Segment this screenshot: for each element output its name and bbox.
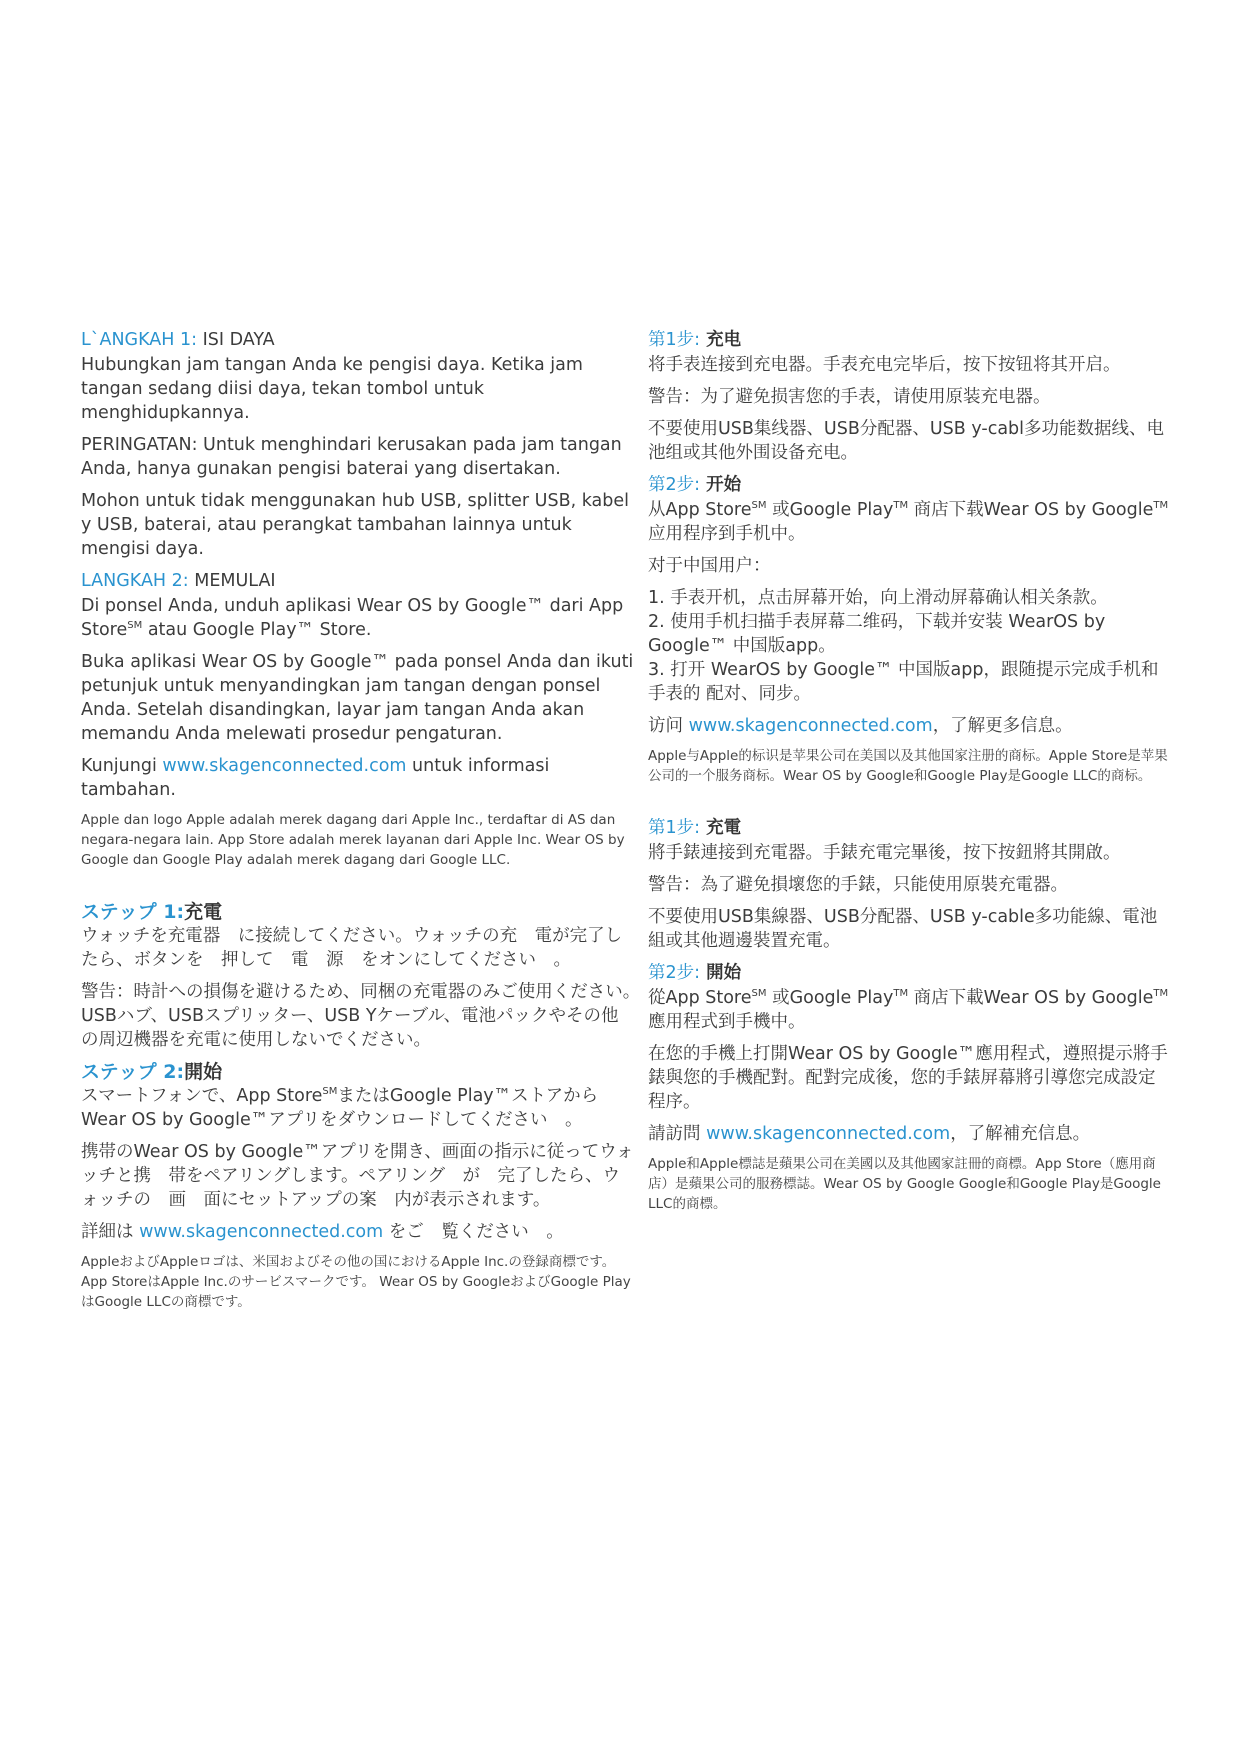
tc-step1-title: 充電	[700, 818, 742, 838]
sc-step2-title: 开始	[700, 475, 742, 495]
sc-list-3: 3. 打开 WearOS by Google™ 中国版app，跟随提示完成手机和手表的 配对、同步。	[648, 660, 1159, 704]
id-visit-a: Kunjungi	[81, 756, 163, 776]
id-legal: Apple dan logo Apple adalah merek dagang dari Apple Inc., terdaftar di AS dan negara-negara lain. App Store adalah merek layanan dari Apple Inc. Wear OS by Google dan Google Play adalah merek dagang dari Google LLC.	[81, 812, 625, 868]
jp-step2-body-sup: SM	[322, 1086, 338, 1098]
id-visit-b: untuk informasi tambahan.	[81, 756, 550, 800]
tc-visit	[648, 1122, 1170, 1146]
jp-step2-heading	[81, 1060, 636, 1084]
sc-step2-body-b: 或Google Play	[766, 500, 894, 520]
sc-note: 不要使用USB集线器、USB分配器、USB y-cabl多功能数据线、电池组或其他外围设备充电。	[648, 419, 1165, 463]
sc-step1-heading	[648, 328, 1170, 352]
sc-step2-body-d: 应用程序到手机中。	[648, 524, 806, 544]
id-note: Mohon untuk tidak menggunakan hub USB, splitter USB, kabel y USB, baterai, atau perangkat tambahan lainnya untuk mengisi daya.	[81, 491, 630, 559]
japanese-section	[81, 900, 655, 1312]
sc-step2-body-a: 从App Store	[648, 500, 752, 520]
jp-website-link[interactable]: www.skagenconnected.com	[139, 1222, 384, 1242]
tc-step1-label: 第1步:	[648, 818, 701, 838]
jp-step1-heading	[81, 900, 636, 924]
id-step1-body: Hubungkan jam tangan Anda ke pengisi daya. Ketika jam tangan sedang diisi daya, tekan tombol untuk menghidupkannya.	[81, 355, 583, 423]
tc-note: 不要使用USB集線器、USB分配器、USB y-cable多功能線、電池組或其他週邊裝置充電。	[648, 907, 1158, 951]
sc-list-1: 1. 手表开机，点击屏幕开始，向上滑动屏幕确认相关条款。	[648, 588, 1108, 608]
tc-step2-body-b: 或Google Play	[766, 988, 894, 1008]
id-step1-label: L`ANGKAH 1:	[81, 330, 198, 350]
sc-china-users: 对于中国用户：	[648, 556, 771, 576]
tc-step2-body-a: 從App Store	[648, 988, 752, 1008]
id-step2-title: MEMULAI	[188, 571, 276, 591]
tc-step2-body-sup1: SM	[751, 988, 767, 1000]
sc-step2-body-sup2: TM	[893, 500, 909, 512]
tc-step2-body-d: 應用程式到手機中。	[648, 1012, 806, 1032]
id-step1-title: ISI DAYA	[197, 330, 275, 350]
sc-list-2: 2. 使用手机扫描手表屏幕二维码，下载并安装 WearOS by Google™ 中国版app。	[648, 612, 1106, 656]
sc-step1-label: 第1步:	[648, 330, 701, 350]
id-warning: PERINGATAN: Untuk menghindari kerusakan pada jam tangan Anda, hanya gunakan pengisi baterai yang disertakan.	[81, 435, 622, 479]
tc-step2-body-sup3: TM	[1153, 988, 1169, 1000]
indonesian-section	[81, 328, 636, 870]
id-step2-body-b: atau Google Play™ Store.	[142, 620, 372, 640]
id-step2-heading	[81, 569, 636, 593]
sc-step2-heading	[648, 473, 1170, 497]
jp-step1-body: ウォッチを充電器 に接続してください。ウォッチの充 電が完了したら、ボタンを 押して 電 源 をオンにしてください 。	[81, 926, 623, 970]
id-step2-body	[81, 594, 636, 642]
tc-step2-heading	[648, 961, 1170, 985]
tc-visit-b: ，了解補充信息。	[950, 1124, 1091, 1144]
jp-visit-b: をご 覧ください 。	[383, 1222, 564, 1242]
jp-step2-body-a: スマートフォンで、App Store	[81, 1086, 323, 1106]
jp-legal: AppleおよびAppleロゴは、米国およびその他の国におけるApple Inc.の登録商標です。App StoreはApple Inc.のサービスマークです。 Wear OS by GoogleおよびGoogle PlayはGoogle LLCの商標です。	[81, 1254, 631, 1310]
tc-step2-label: 第2步:	[648, 963, 701, 983]
sc-step1-body: 将手表连接到充电器。手表充电完毕后，按下按钮将其开启。	[648, 355, 1121, 375]
jp-step2-label: ステップ 2:	[81, 1061, 185, 1083]
right-column	[648, 328, 1170, 1222]
tc-legal: Apple和Apple標誌是蘋果公司在美國以及其他國家註冊的商標。App Store（應用商店）是蘋果公司的服務標誌。Wear OS by Google Google和Google Play是Google LLC的商標。	[648, 1156, 1161, 1212]
id-step2-body-sup: SM	[127, 620, 143, 632]
id-step2-label: LANGKAH 2:	[81, 571, 189, 591]
id-website-link[interactable]: www.skagenconnected.com	[162, 756, 407, 776]
left-column	[81, 328, 655, 1320]
sc-visit	[648, 714, 1170, 738]
sc-step2-label: 第2步:	[648, 475, 701, 495]
sc-step2-body-c: 商店下载Wear OS by Google	[908, 500, 1154, 520]
sc-visit-b: ，了解更多信息。	[932, 716, 1073, 736]
tc-visit-a: 請訪問	[648, 1124, 707, 1144]
id-visit	[81, 754, 636, 802]
sc-step1-title: 充电	[700, 330, 742, 350]
jp-visit	[81, 1220, 636, 1244]
sc-step2-body	[648, 498, 1170, 546]
sc-step2-body-sup1: SM	[751, 500, 767, 512]
jp-step1-title: 充電	[184, 901, 223, 923]
traditional-chinese-section	[648, 816, 1170, 1214]
jp-step2-body	[81, 1084, 636, 1132]
tc-website-link[interactable]: www.skagenconnected.com	[706, 1124, 951, 1144]
jp-step2-title: 開始	[184, 1061, 223, 1083]
tc-step2-title: 開始	[700, 963, 742, 983]
tc-step2-body-sup2: TM	[893, 988, 909, 1000]
sc-warning: 警告：为了避免损害您的手表，请使用原装充电器。	[648, 387, 1051, 407]
jp-open-app: 携帯のWear OS by Google™アプリを開き、画面の指示に従ってウォッチと携 帯をペアリングします。ペアリング が 完了したら、ウォッチの 画 面にセットアップの案 内が表示されます。	[81, 1142, 634, 1210]
jp-warning: 警告：時計への損傷を避けるため、同梱の充電器のみご使用ください。 USBハブ、USBスプリッター、USB Yケーブル、電池パックやその他の周辺機器を充電に使用しないでください。	[81, 982, 655, 1050]
sc-step2-body-sup3: TM	[1153, 500, 1169, 512]
tc-step1-heading	[648, 816, 1170, 840]
sc-visit-a: 访问	[648, 716, 689, 736]
sc-legal: Apple与Apple的标识是苹果公司在美国以及其他国家注册的商标。Apple Store是苹果公司的一个服务商标。Wear OS by Google和Google Play是Google LLC的商标。	[648, 748, 1168, 784]
id-step2-body-a: Di ponsel Anda, unduh aplikasi Wear OS by Google™ dari App Store	[81, 596, 624, 640]
id-step1-heading	[81, 328, 636, 352]
tc-step2-body-c: 商店下載Wear OS by Google	[908, 988, 1154, 1008]
simplified-chinese-section	[648, 328, 1170, 786]
id-open-app: Buka aplikasi Wear OS by Google™ pada ponsel Anda dan ikuti petunjuk untuk menyandingkan jam tangan dengan ponsel Anda. Setelah disandingkan, layar jam tangan Anda akan memandu Anda melewati prosedur pengaturan.	[81, 652, 634, 744]
tc-warning: 警告：為了避免損壞您的手錶，只能使用原裝充電器。	[648, 875, 1068, 895]
tc-open-app: 在您的手機上打開Wear OS by Google™應用程式，遵照提示將手錶與您的手機配對。配對完成後，您的手錶屏幕將引導您完成設定程序。	[648, 1044, 1168, 1112]
jp-visit-a: 詳細は	[81, 1222, 140, 1242]
jp-step1-label: ステップ 1:	[81, 901, 185, 923]
jp-step2-body-b: またはGoogle Play™ストアからWear OS by Google™アプリをダウンロードしてください 。	[81, 1086, 599, 1130]
tc-step1-body: 將手錶連接到充電器。手錶充電完畢後，按下按鈕將其開啟。	[648, 843, 1121, 863]
sc-website-link[interactable]: www.skagenconnected.com	[688, 716, 933, 736]
tc-step2-body	[648, 986, 1170, 1034]
